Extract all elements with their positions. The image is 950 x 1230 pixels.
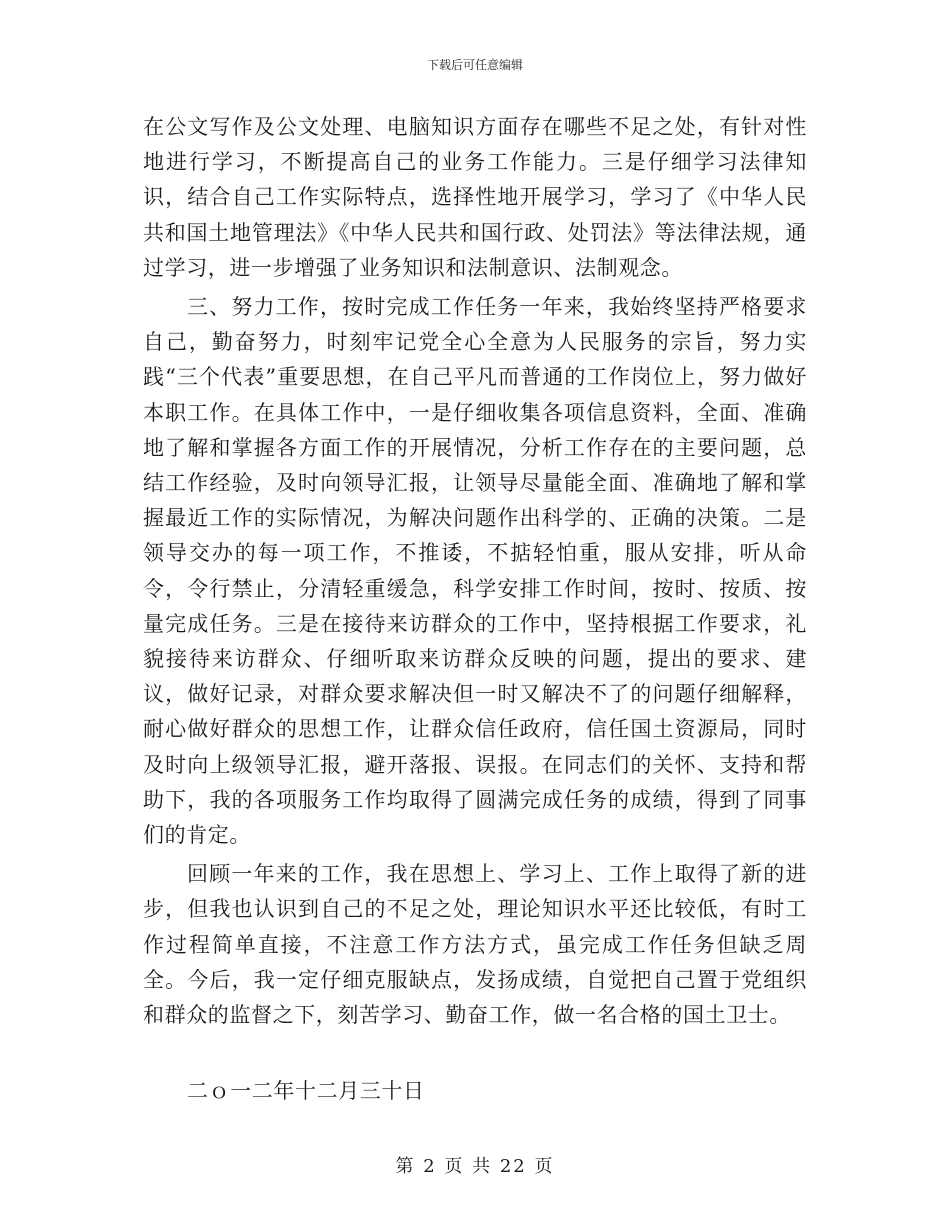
paragraph-1: 在公文写作及公文处理、电脑知识方面存在哪些不足之处，有针对性地进行学习，不断提高自己的业务工作能力。三是仔细学习法律知识，结合自己工作实际特点，选择性地开展学习，学习了《中华人民共和国土地管理法》《中华人民共和国行政、处罚法》等法律法规，通过学习，进一步增强了业务知识和法制意识、法制观念。 (143, 115, 807, 280)
document-date: 二ｏ一二年十二月三十日 (187, 1079, 425, 1103)
page-header-note: 下载后可任意编辑 (426, 58, 523, 72)
document-body (143, 110, 807, 1033)
paragraph-3: 回顾一年来的工作，我在思想上、学习上、工作上取得了新的进步，但我也认识到自己的不足之处，理论知识水平还比较低，有时工作过程简单直接，不注意工作方法方式，虽完成工作任务但缺乏周全。今后，我一定仔细克服缺点，发扬成绩，自觉把自己置于党组织和群众的监督之下，刻苦学习、勤奋工作，做一名合格的国土卫士。 (143, 862, 807, 1028)
page-number-footer: 第 2 页 共 22 页 (395, 1156, 555, 1177)
paragraph-2: 三、努力工作，按时完成工作任务一年来，我始终坚持严格要求自己，勤奋努力，时刻牢记党全心全意为人民服务的宗旨，努力实践“三个代表”重要思想，在自己平凡而普通的工作岗位上，努力做好本职工作。在具体工作中，一是仔细收集各项信息资料，全面、准确地了解和掌握各方面工作的开展情况，分析工作存在的主要问题，总结工作经验，及时向领导汇报，让领导尽量能全面、准确地了解和掌握最近工作的实际情况，为解决问题作出科学的、正确的决策。二是领导交办的每一项工作，不推诿，不掂轻怕重，服从安排，听从命令，令行禁止，分清轻重缓急，科学安排工作时间，按时、按质、按量完成任务。三是在接待来访群众的工作中，坚持根据工作要求，礼貌接待来访群众、仔细听取来访群众反映的问题，提出的要求、建议，做好记录，对群众要求解决但一时又解决不了的问题仔细解释，耐心做好群众的思想工作，让群众信任政府，信任国土资源局，同时及时向上级领导汇报，避开落报、误报。在同志们的关怀、支持和帮助下，我的各项服务工作均取得了圆满完成任务的成绩，得到了同事们的肯定。 (143, 295, 807, 848)
